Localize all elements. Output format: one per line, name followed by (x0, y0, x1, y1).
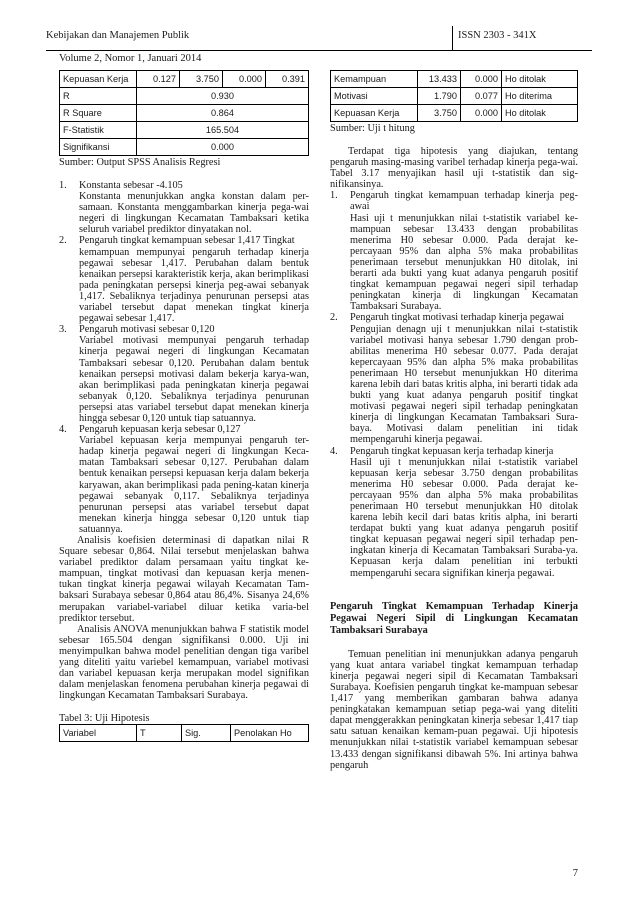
table-row (60, 139, 309, 156)
table-row (60, 71, 309, 88)
list-item-body: Pengujian denagn uji t menunjukkan nilai t-statistik variabel motivasi hanya sebesar 1.790 dengan prob-abilitas menerima H0 sebesar 0.077. Pada derajat kepercayaan 95% dan alpha 5% maka probabilitas penerimaan H0 tersebut menunjukkan H0 diterima karena lebih dari batas kritis alpha, ini berarti tidak ada bukti yang kuat adanya pengaruh positif tingkat motivasi pegawai negeri sipil terhadap peningkatan kinerja di lingkungan Kecamatan Tambaksari Sura-baya. Motivasi dalam penelitian ini tidak mempengaruhi kinerja pegawai. (350, 323, 578, 446)
list-number: 1. (59, 180, 67, 191)
list-item (59, 424, 309, 535)
header-rule (46, 50, 592, 51)
list-item-title: Pengaruh tingkat kemampuan sebesar 1,417 Tingkat (79, 235, 295, 247)
list-item-body: Hasil uji t menunjukkan nilai t-statistik variabel kepuasan kerja sebesar 3.750 dengan probabilitas menerima H0 sebesar 0.000. Pada derajat ke-percayaan 95% dan alpha 5% maka probabilitas penerimaan H0 tersebut menunjukkan H0 ditolak karena lebih kecil dari batas kritis alpha, ini berarti terdapat bukti yang kuat adanya pengaruh positif tingkat kepuasan pegawai negeri sipil terhadap pen-ingkatan kinerja di Kecamatan Tambaksari Suraba-ya. Kepuasan kerja dalam penelitian ini terbukti mempengaruhi secara signifikan kinerja pegawai. (350, 456, 578, 579)
list-item (330, 446, 578, 579)
list-item-title: Pengaruh kepuasan kerja sebesar 0,127 (79, 424, 241, 436)
table-cell: 0.864 (137, 105, 309, 122)
table-source: Sumber: Uji t hitung (330, 123, 415, 134)
volume-info: Volume 2, Nomor 1, Januari 2014 (59, 53, 202, 64)
table-cell: Kepuasan Kerja (60, 71, 137, 88)
table-cell: 0.391 (266, 71, 309, 88)
table-source: Sumber: Output SPSS Analisis Regresi (59, 157, 221, 168)
list-item-body: Variabel kepuasan kerja mempunyai pengaruh ter-hadap kinerja pegawai negeri di lingkungan Keca-matan Tambaksari sebesar 0,127. Perubahan dalam bentuk kenaikan persepsi kepuasan kerja dalam bekerja karyawan, akan berimplikasi pada pening-katan kinerja pegawai sebanyak 0,117. Sebaliknya terjadinya penurunan persepsi atas variabel tersebut dapat menekan kinerja hingga sebesar 0,120 untuk tiap satuannya. (79, 435, 309, 535)
list-item (59, 180, 309, 235)
issn-label: ISSN 2303 - 341X (458, 30, 537, 41)
table-header-cell: Variabel (60, 725, 137, 742)
table-cell: Ho ditolak (502, 71, 578, 88)
table-row (331, 105, 578, 122)
page-number: 7 (572, 868, 578, 879)
table-cell: R (60, 88, 137, 105)
table-header-cell: T (137, 725, 182, 742)
table-cell: F-Statistik (60, 122, 137, 139)
list-number: 1. (330, 190, 338, 202)
hypothesis-table-body (330, 70, 578, 122)
table-cell: 0.000 (137, 139, 309, 156)
table-row (60, 122, 309, 139)
table-cell: 13.433 (418, 71, 461, 88)
table-cell: R Square (60, 105, 137, 122)
table-cell: 0.127 (137, 71, 180, 88)
table-row (60, 88, 309, 105)
table-cell: Signifikansi (60, 139, 137, 156)
list-item-body: Variabel motivasi mempunyai pengaruh terhadap kinerja pegawai negeri di lingkungan Kecamatan Tambaksari sebesar 0,120. Perubahan dalam bentuk kenaikan persepsi motivasi dalam bekerja karya-wan, akan berimplikasi pada peningkatan kinerja pegawai sebanyak 0,120. Sebaliknya terjadinya penurunan persepsi atas variabel tersebut dapat menekan kinerja hingga sebesar 0,120 untuk tiap satuannya. (79, 335, 309, 424)
list-item-title: Konstanta sebesar -4.105 (79, 180, 183, 191)
coefficient-list (59, 180, 309, 535)
table-row (60, 725, 309, 742)
hypothesis-list (330, 190, 578, 578)
list-item-title: Pengaruh motivasi sebesar 0,120 (79, 324, 215, 336)
table-header-cell: Sig. (182, 725, 231, 742)
table-row (331, 71, 578, 88)
table-cell: 0.000 (461, 105, 502, 122)
right-column (330, 70, 578, 771)
journal-title: Kebijakan dan Manajemen Publik (46, 30, 190, 41)
list-item (59, 235, 309, 324)
paragraph: Analisis koefisien determinasi di dapatkan nilai R Square sebesar 0,864. Nilai tersebut menjelaskan bahwa variabel prediktor dalam persamaan yaitu tingkat ke-mampuan, tingkat motivasi dan kepuasan kerja menen-tukan tingkat kinerja pegawai wilayah Kecamatan Tam-baksari Surabaya sebesar 0,864 atau 86,4%. Sisanya 24,6% merupakan variabel-variabel diluar ketika varia-bel prediktor tersebut. (59, 535, 309, 624)
table-cell: 3.750 (180, 71, 223, 88)
page-header (0, 0, 638, 54)
list-item (59, 324, 309, 424)
table-header-cell: Penolakan Ho (231, 725, 309, 742)
table-row (60, 105, 309, 122)
table-cell: 0.000 (223, 71, 266, 88)
list-item-body: Konstanta menunjukkan angka konstan dalam per-samaan. Konstanta menggambarkan kinerja pega-wai negeri di lingkungan Kecamatan Tambaksari ketika seluruh variabel prediktor dinyatakan nol. (79, 191, 309, 236)
left-column (59, 70, 309, 742)
list-number: 2. (59, 235, 67, 247)
table-cell: 0.930 (137, 88, 309, 105)
paragraph: Analisis ANOVA menunjukkan bahwa F statistik model sebesar 165.504 dengan signifikansi 0.000. Uji ini menyimpulkan bahwa model penelitian dengan tiga varibel yang diteliti yaitu variebel kemampuan, variabel motivasi dan variabel kepuasan kerja merupakan model signifikan dalam menjelaskan fenomena perubahan kinerja pegawai di lingkungan Kecamatan Tambaksari Surabaya. (59, 623, 309, 702)
list-item (330, 190, 578, 312)
header-divider (452, 26, 453, 50)
paragraph: Temuan penelitian ini menunjukkan adanya pengaruh yang kuat antara variabel tingkat kemampuan terhadap kinerja pegawai negeri sipil di Kecamatan Tambaksari Surabaya. Koefisien pengaruh tingkat ke-mampuan sebesar 1,417 yang memberikan gambaran bahwa adanya peningkatakan kemampuan setiap pega-wai yang diteliti dapat menggerakkan peningkatan kinerja sebesar 1,417 tiap satu satuan kenaikan kemam-puan pegawai. Uji hipotesis menunjukkan nilai t-statistik variabel kemampuan sebesar 13.433 dengan signifikansi dibawah 5%. Ini artinya bahwa pengaruh (330, 648, 578, 771)
list-item-body: Hasi uji t menunjukkan nilai t-statistik variabel ke-mampuan sebesar 13.433 dengan probabilitas menerima H0 sebesar 0.000. Pada derajat ke-percayaan 95% dan alpha 5% maka probabilitas penerimaan tersebut menunjukkan H0 ditolak, ini berarti ada bukti yang kuat adanya pengaruh positif tingkat kemampuan pegawai negeri sipil terhadap peningkatan kinerja di lingkungan Kecamatan Tambaksari Surabaya. (350, 212, 578, 313)
section-heading: Pengaruh Tingkat Kemampuan Terhadap Kinerja Pegawai Negeri Sipil di Lingkungan Kecamatan Tambaksari Surabaya (330, 600, 578, 636)
table-cell: Motivasi (331, 88, 418, 105)
table-cell: 0.000 (461, 71, 502, 88)
table-cell: 0.077 (461, 88, 502, 105)
list-number: 4. (59, 424, 67, 436)
table-cell: Ho diterima (502, 88, 578, 105)
table-cell: Ho ditolak (502, 105, 578, 122)
list-number: 2. (330, 312, 338, 324)
table-row (331, 88, 578, 105)
list-number: 3. (59, 324, 67, 336)
table-cell: 3.750 (418, 105, 461, 122)
table-cell: 165.504 (137, 122, 309, 139)
list-item (330, 312, 578, 445)
table-caption: Tabel 3: Uji Hipotesis (59, 713, 150, 725)
hypothesis-table-header (59, 724, 309, 742)
list-item-title: Pengaruh tingkat kemampuan terhadap kinerja peg-awai (350, 190, 578, 213)
paragraph: Terdapat tiga hipotesis yang diajukan, tentang pengaruh masing-masing varibel terhadap kinerja pega-wai. Tabel 3.17 menyajikan hasil uji t-statistik dan sig-nifikansinya. (330, 146, 578, 191)
table-cell: 1.790 (418, 88, 461, 105)
list-item-body: kemampuan mempunyai pengaruh terhadap kinerja pegawai sebesar 1,417. Perubahan dalam bentuk kenaikan persepsi karakteristik kerja, akan berimplikasi pada peningkatan persepsi kinerja peg-awai sebanyak 1,417. Sebaliknya terjadinya penurunan persepsi atas variabel tersebut dapat menekan tingkat kinerja pegawai sebesar 1,417. (79, 246, 309, 325)
regression-table (59, 70, 309, 156)
list-item-title: Pengaruh tingkat motivasi terhadap kinerja pegawai (350, 312, 565, 324)
list-item-title: Pengaruh tingkat kepuasan kerja terhadap kinerja (350, 445, 554, 457)
list-number: 4. (330, 445, 338, 457)
table-cell: Kepuasan Kerja (331, 105, 418, 122)
table-cell: Kemampuan (331, 71, 418, 88)
